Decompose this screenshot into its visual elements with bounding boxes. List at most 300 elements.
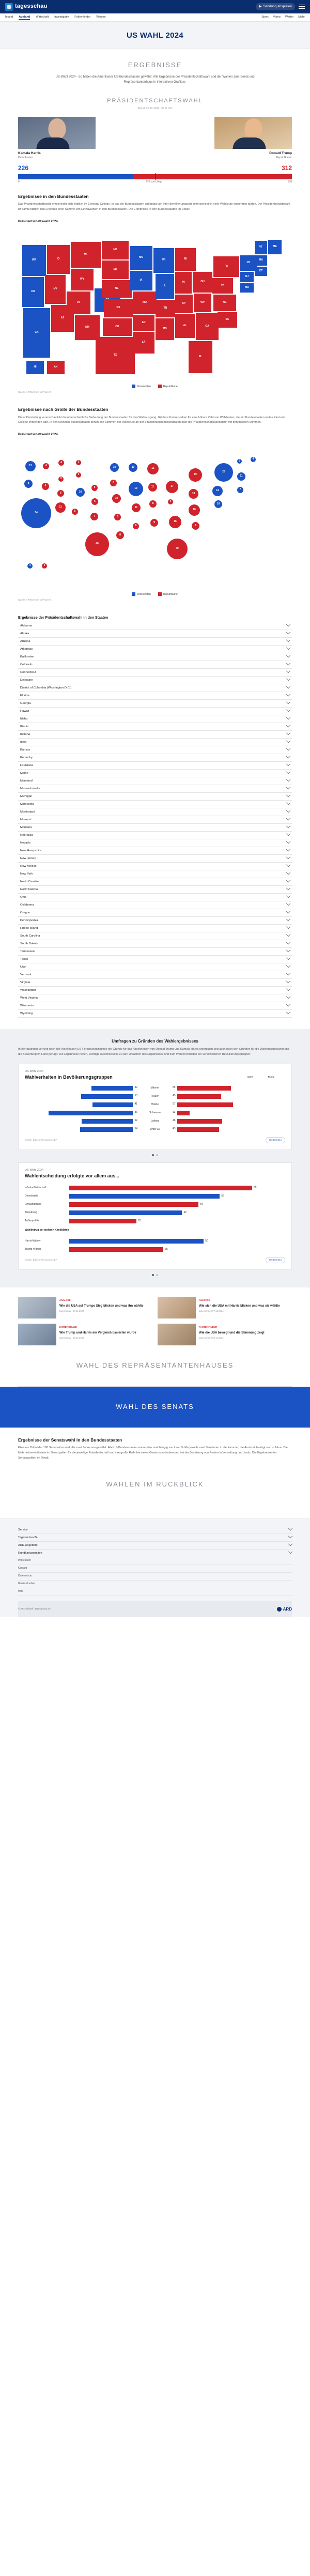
accordion-item[interactable] (18, 963, 292, 971)
accordion-item-label: Ohio (20, 895, 27, 899)
nav-item-video[interactable]: Video (273, 16, 281, 19)
nav-item-sport[interactable]: Sport (261, 16, 269, 19)
accordion-item-label: Minnesota (20, 802, 34, 806)
card-source: Quelle: Edison Research / NEP (25, 1258, 57, 1261)
bubble-mt: 4 (58, 460, 64, 466)
bar-right (171, 1119, 285, 1124)
map-state-va: VA (212, 278, 233, 294)
accordion-item-label: Georgia (20, 701, 31, 705)
accordion-item[interactable] (18, 956, 292, 963)
card-title: Wahlentscheidung erfolgte vor allem aus... (25, 1173, 119, 1179)
bar-value: 56 (221, 1194, 224, 1198)
map-state-fl: FL (189, 341, 212, 373)
accordion-item[interactable] (18, 839, 292, 847)
bar-right (171, 1111, 285, 1115)
accordion-item-label: Nebraska (20, 833, 33, 837)
states-accordion-title: Ergebnisse der Präsidentschaftswahl in den Staaten (18, 616, 109, 620)
nav-item-mehr[interactable]: Mehr (298, 16, 305, 19)
polls-section (0, 1029, 310, 1288)
state-results-title: Ergebnisse in den Bundesstaaten (18, 194, 89, 200)
chart-row (25, 1209, 285, 1216)
candidate-photo (18, 117, 96, 149)
bar-right (171, 1127, 285, 1132)
accordion-item[interactable] (18, 901, 292, 909)
teaser-kicker: ANALYSE (199, 1299, 210, 1302)
candidate-party: Demokraten (18, 156, 33, 159)
footer-link[interactable] (18, 1526, 292, 1534)
accordion-item-label: Iowa (20, 740, 27, 744)
accordion-item-label: Washington (20, 988, 36, 992)
bubble-pa: 19 (189, 468, 202, 482)
bubble-va: 13 (189, 489, 198, 499)
candidate-harris (18, 117, 96, 160)
chevron-down-icon (286, 754, 290, 758)
bar-right-value: 57 (172, 1102, 176, 1106)
map-state-in: IN (175, 272, 192, 294)
bar-left-value: 86 (134, 1110, 138, 1114)
chevron-down-icon (286, 940, 290, 944)
footer-bottom (18, 1601, 292, 1618)
bar-left-value: 41 (134, 1102, 138, 1106)
chevron-down-icon (286, 847, 290, 851)
card-title: Wahlverhalten in Bevölkerungsgruppen (25, 1075, 113, 1080)
bubble-me: 4 (251, 457, 256, 462)
map-state-wi: WI (153, 248, 174, 273)
accordion-item-label: Tennessee (20, 949, 35, 953)
bar-left-value: 53 (134, 1094, 138, 1097)
map-state-ok: OK (103, 318, 132, 336)
bubble-hi: 4 (27, 563, 33, 569)
accordion-item[interactable] (18, 669, 292, 677)
bar-track (69, 1186, 285, 1190)
play-broadcast-button[interactable] (256, 3, 295, 10)
accordion-item-label: Idaho (20, 717, 28, 720)
chart-row (25, 1093, 285, 1100)
accordion-item[interactable] (18, 770, 292, 777)
accordion-item-label: Montana (20, 825, 32, 829)
nav-item-inland[interactable]: Inland (5, 16, 13, 19)
bubble-ky: 8 (149, 500, 157, 508)
us-cartogram-map[interactable] (18, 440, 292, 590)
map-state-sd: SD (102, 260, 129, 279)
accordion-item[interactable] (18, 684, 292, 692)
accordion-item[interactable] (18, 700, 292, 708)
accordion-item-label: Utah (20, 965, 27, 969)
accordion-item-label: Arkansas (20, 647, 33, 651)
portrait-icon (241, 118, 266, 149)
accordion-item[interactable] (18, 925, 292, 932)
tick-mid: 270 zum Sieg (145, 180, 162, 183)
chevron-down-icon (288, 1542, 292, 1546)
accordion-item-label: Kentucky (20, 756, 33, 759)
brand-label: tagesschau (15, 3, 48, 10)
teaser-text (199, 1297, 280, 1318)
footer-link[interactable] (18, 1565, 292, 1573)
map-state-mn: MN (130, 246, 152, 270)
bar-left (25, 1111, 139, 1115)
tick-left: 0 (18, 180, 20, 183)
footer-link-label: Tagesschau 24 (18, 1536, 38, 1539)
teaser-text (199, 1324, 265, 1345)
accordion-item[interactable] (18, 708, 292, 715)
map-state-nv: NV (45, 275, 66, 304)
map-state-id: ID (47, 245, 70, 274)
bubble-nd: 3 (76, 460, 81, 465)
bar-left-value: 42 (134, 1085, 138, 1089)
accordion-item[interactable] (18, 948, 292, 956)
burger-menu-icon[interactable] (299, 5, 305, 9)
footer-link[interactable] (18, 1581, 292, 1588)
senate-banner (0, 1387, 310, 1428)
cartogram-caption: Präsidentschaftswahl 2024 (18, 433, 58, 437)
bubble-sc: 9 (192, 522, 199, 530)
accordion-item[interactable] (18, 801, 292, 808)
bar-left (25, 1086, 139, 1091)
accordion-item-label: Florida (20, 694, 29, 697)
accordion-item-label: Mississippi (20, 810, 35, 814)
card-source: Quelle: Edison Research / NEP (25, 1138, 57, 1141)
mini-portrait-harris (247, 1074, 265, 1080)
play-icon: ▶ (259, 5, 262, 9)
accordion-item-label: Oregon (20, 911, 30, 914)
teaser-card[interactable] (18, 1297, 152, 1318)
house-banner-title: WAHL DES REPRÄSENTANTENHAUSES (76, 1361, 234, 1370)
accordion-item[interactable] (18, 979, 292, 987)
chart-row-label: Abtreibung (25, 1211, 38, 1215)
card-kicker: US-Wahl 2024 (25, 1069, 44, 1073)
legend-dem: Demokraten (132, 385, 151, 389)
bar-left (25, 1119, 139, 1124)
bubble-ne: 5 (91, 485, 98, 491)
bubble-mo: 10 (112, 494, 121, 503)
nav-item-faktenfinder[interactable]: Faktenfinder (74, 16, 91, 19)
chevron-down-icon (286, 855, 290, 859)
chevron-down-icon (286, 723, 290, 727)
portrait-icon (44, 118, 70, 149)
chart-row (25, 1246, 285, 1253)
teaser-meta: tagesschau | 06.11.2024 (59, 1337, 84, 1340)
chart-row (25, 1218, 285, 1224)
nav-item-ausland[interactable]: Ausland (19, 15, 30, 20)
accordion-item[interactable] (18, 677, 292, 684)
bar-right (171, 1086, 285, 1091)
bubble-mn: 10 (110, 463, 119, 472)
chevron-down-icon (286, 715, 290, 719)
accordion-item[interactable] (18, 653, 292, 661)
accordion-item[interactable] (18, 870, 292, 878)
accordion-item-label: Massachusetts (20, 787, 40, 790)
bubble-ma: 11 (237, 472, 245, 481)
bubble-nm: 5 (72, 509, 78, 515)
footer-link-label: Barrierefreiheit (18, 1582, 35, 1585)
chevron-down-icon (288, 1550, 292, 1554)
teaser-title: Wie die USA bewegt und die Stimmung zeigt (199, 1331, 265, 1335)
bar-right-value: 43 (172, 1127, 176, 1130)
bubble-il: 19 (129, 482, 143, 496)
play-broadcast-label: Sendung abspielen (263, 5, 292, 9)
nav-item-investigativ[interactable]: Investigativ (54, 16, 69, 19)
teaser-card[interactable] (158, 1324, 292, 1345)
footer-link-label: Rundfunkanstalten (18, 1551, 42, 1555)
chart-row-label: Schwarze (149, 1111, 161, 1114)
share-button[interactable]: Weiterleiten (266, 1137, 285, 1144)
bubble-nj: 14 (212, 486, 223, 496)
accordion-item[interactable] (18, 777, 292, 785)
chevron-down-icon (286, 739, 290, 743)
chevron-down-icon (286, 1010, 290, 1014)
bubble-or: 8 (24, 480, 33, 488)
footer-link-label: ARD-Angebote (18, 1543, 38, 1547)
teaser-thumbnail (158, 1324, 196, 1345)
chevron-down-icon (286, 863, 290, 867)
chart-row-label: Männer (150, 1086, 160, 1090)
chevron-down-icon (286, 963, 290, 968)
teaser-meta: tagesschau | 07.11.2024 (199, 1310, 224, 1313)
candidate-row (18, 114, 292, 162)
size-results-text: Diese Darstellung veranschaulicht die unterschiedliche Bedeutung der Bundesstaaten für den Wahlausgang. Größere Kreise stehen für eine höhere Zahl von Wahlleuten, die ein Bundesstaaten in das Electoral College entsenden darf. In den kleinsten Bundesstaaten gehen alle Stimmen der Wahlleute an den Präsidentschaftskandidaten oder die Präsidentschaftskandidatin mit den meisten Stimmen. (18, 416, 285, 424)
accordion-item-label: Pennsylvania (20, 918, 38, 922)
map-state-ga: GA (196, 313, 219, 340)
accordion-item[interactable] (18, 994, 292, 1002)
accordion-item[interactable] (18, 754, 292, 762)
chart-row (25, 1110, 285, 1116)
bar-track (69, 1202, 285, 1207)
bubble-fl: 30 (167, 539, 188, 559)
polls-intro-wrap (18, 1038, 292, 1057)
card-footer (25, 1257, 285, 1264)
accordion-item[interactable] (18, 832, 292, 839)
footer-link-label: Datenschutz (18, 1574, 33, 1577)
states-accordion (18, 622, 292, 1018)
teaser-thumbnail (18, 1324, 56, 1345)
bubble-az: 11 (55, 502, 66, 513)
bubble-co: 10 (76, 488, 85, 497)
accordion-item-label: Kalifornien (20, 655, 35, 658)
accordion-item[interactable] (18, 932, 292, 940)
accordion-item[interactable] (18, 894, 292, 901)
accordion-item[interactable] (18, 622, 292, 630)
map-source: Quelle: AP/Stimmen in Prozent (18, 390, 51, 393)
accordion-item[interactable] (18, 793, 292, 801)
accordion-item-label: Illinois (20, 725, 29, 728)
top-bar (0, 0, 310, 13)
presidential-timestamp: Stand: 20.11.2024, 08:11 Uhr (137, 106, 173, 110)
retro-banner-title: WAHLEN IM RÜCKBLICK (106, 1480, 204, 1488)
nav-item-wissen[interactable]: Wissen (96, 16, 106, 19)
bubble-mi: 15 (147, 463, 159, 474)
accordion-item[interactable] (18, 816, 292, 824)
logo[interactable] (5, 3, 48, 11)
accordion-item[interactable] (18, 824, 292, 832)
accordion-item-label: Louisiana (20, 763, 33, 767)
footer-link[interactable] (18, 1542, 292, 1550)
legend-dem: Demokraten (132, 592, 151, 596)
senate-section (18, 1428, 292, 1464)
accordion-item-label: Vermont (20, 973, 32, 976)
accordion-item[interactable] (18, 971, 292, 979)
accordion-item[interactable] (18, 1002, 292, 1010)
senate-text: Etwa ein Drittel der 100 Senatssitze wird alle zwei Jahre neu gewählt. Alle US-Bundesstaaten entsenden unabhängig von ihrer Größe jeweils zwei Senatoren in die Kammer, die Amtszeit beträgt sechs Jahre. Die Mehrheitsverhältnisse im Senat gelten für die jeweilige Präsidentschaft und ihre große Rolle bei vielen Gesetzesvorhaben und bei der Besetzung von Posten in Verwaltung und Justiz. Die Ergebnisse der Senatswahlen im Detail: (18, 1446, 288, 1460)
bubble-id: 4 (43, 463, 49, 469)
page-title-band (0, 22, 310, 49)
accordion-item-label: Nevada (20, 841, 30, 845)
map-state-sc: SC (218, 312, 237, 328)
bar-track (69, 1219, 285, 1223)
card-kicker: US-Wahl 2024 (25, 1169, 44, 1172)
accordion-item[interactable] (18, 847, 292, 855)
accordion-item-label: Maine (20, 771, 28, 775)
carousel-dots[interactable] (0, 1154, 310, 1156)
bar-left (25, 1102, 139, 1107)
share-button[interactable]: Weiterleiten (266, 1257, 285, 1264)
bar-right (171, 1102, 285, 1107)
teaser-title: Wie sich die USA mit Harris blicken und was sie wählte (199, 1304, 280, 1308)
accordion-item[interactable] (18, 646, 292, 653)
accordion-item-label: Michigan (20, 794, 33, 798)
accordion-item[interactable] (18, 987, 292, 994)
accordion-item[interactable] (18, 739, 292, 746)
chart-row-label: Latinos (150, 1119, 160, 1123)
carousel-dots-2[interactable] (0, 1274, 310, 1276)
map-legend (18, 385, 292, 389)
map-state-la: LA (133, 332, 154, 354)
bubble-tn: 11 (132, 503, 141, 512)
bubble-md: 10 (214, 500, 222, 508)
map-state-me: ME (268, 240, 282, 254)
footer-link[interactable] (18, 1588, 292, 1596)
chart-row (25, 1193, 285, 1200)
teaser-meta: tagesschau | 06.11.2024 (199, 1337, 224, 1340)
accordion-item-label: Maryland (20, 779, 33, 783)
results-header (0, 49, 310, 90)
chevron-down-icon (286, 770, 290, 774)
presidential-section (18, 90, 292, 1018)
us-state-map[interactable] (18, 227, 292, 382)
chevron-down-icon (286, 948, 290, 952)
nav-item-wetter[interactable]: Wetter (285, 16, 294, 19)
chart-group-label: Wahlbetrug bei anderen Kandidaten (25, 1229, 69, 1232)
accordion-item[interactable] (18, 808, 292, 816)
legend-rep: Republikaner (158, 592, 178, 596)
accordion-item[interactable] (18, 723, 292, 731)
chevron-down-icon (286, 630, 290, 634)
chevron-down-icon (286, 638, 290, 642)
accordion-item[interactable] (18, 661, 292, 669)
chart-row-label: Einwanderung (25, 1203, 41, 1206)
accordion-item-label: Colorado (20, 663, 33, 666)
chart-row-label: Inflation/Wirtschaft (25, 1186, 47, 1190)
teaser-card[interactable] (18, 1324, 152, 1345)
chart-row (25, 1101, 285, 1108)
accordion-item[interactable] (18, 715, 292, 723)
chevron-down-icon (286, 801, 290, 805)
motivation-chart-2 (25, 1238, 285, 1253)
chevron-down-icon (286, 878, 290, 882)
accordion-item[interactable] (18, 1010, 292, 1018)
senate-block (18, 1428, 292, 1464)
harris-ev-count: 226 (18, 164, 29, 172)
bubble-nv: 6 (42, 483, 49, 490)
bubble-ks: 6 (91, 498, 98, 505)
accordion-item[interactable] (18, 692, 292, 700)
chart-row-label: Trump-Wähler (25, 1247, 41, 1251)
accordion-item[interactable] (18, 863, 292, 870)
candidate-trump (214, 117, 292, 160)
chevron-down-icon (286, 832, 290, 836)
teaser-thumbnail (158, 1297, 196, 1318)
accordion-item[interactable] (18, 886, 292, 894)
bubble-ar: 6 (114, 514, 121, 520)
accordion-item[interactable] (18, 940, 292, 948)
chevron-down-icon (286, 677, 290, 681)
bubble-wa: 12 (25, 461, 36, 471)
footer-link[interactable] (18, 1573, 292, 1581)
results-heading: ERGEBNISSE (128, 60, 182, 69)
bubble-ia: 6 (110, 480, 117, 486)
footer-link[interactable] (18, 1534, 292, 1542)
teaser-card[interactable] (158, 1297, 292, 1318)
accordion-item[interactable] (18, 878, 292, 886)
chevron-down-icon (286, 708, 290, 712)
map-state-vt: VT (255, 241, 267, 254)
nav-item-wirtschaft[interactable]: Wirtschaft (36, 16, 49, 19)
map-state-nm: NM (75, 315, 100, 340)
map-state-or: OR (22, 277, 44, 307)
chevron-down-icon (286, 894, 290, 898)
chevron-down-icon (286, 839, 290, 844)
bar-track (69, 1210, 285, 1215)
footer-link[interactable] (18, 1550, 292, 1557)
accordion-item[interactable] (18, 909, 292, 917)
map-state-ak: AK (47, 361, 65, 374)
chart-row-label: Frauen (151, 1094, 159, 1098)
chevron-down-icon (286, 901, 290, 906)
electoral-vote-bar (18, 174, 292, 179)
accordion-item[interactable] (18, 731, 292, 739)
bubble-ga: 16 (169, 516, 181, 528)
chart-row (25, 1126, 285, 1133)
map-state-wa: WA (22, 245, 46, 276)
senate-title: Ergebnisse der Senatswahl in den Bundesstaaten (18, 1437, 122, 1443)
bubble-ok: 7 (90, 513, 98, 520)
bar-value: 25 (138, 1219, 141, 1223)
bar-value: 48 (199, 1203, 203, 1206)
mini-portrait-label: Trump (268, 1076, 275, 1079)
map-state-mi: MI (175, 248, 196, 271)
accordion-item[interactable] (18, 630, 292, 638)
size-results-block (18, 397, 292, 605)
teaser-thumbnail (18, 1297, 56, 1318)
footer-link[interactable] (18, 1557, 292, 1565)
accordion-item[interactable] (18, 746, 292, 754)
accordion-item[interactable] (18, 917, 292, 925)
map-state-il: IL (156, 274, 174, 299)
accordion-item[interactable] (18, 855, 292, 863)
accordion-item[interactable] (18, 762, 292, 770)
accordion-item[interactable] (18, 638, 292, 646)
map-state-tx: TX (96, 337, 135, 374)
accordion-item[interactable] (18, 785, 292, 793)
chevron-down-icon (286, 886, 290, 890)
senate-banner-title: WAHL DES SENATS (116, 1403, 194, 1411)
chevron-down-icon (286, 956, 290, 960)
chart-row (25, 1118, 285, 1125)
bubble-ny: 28 (214, 463, 233, 482)
map-state-ky: KY (175, 295, 193, 313)
bubble-ut: 6 (57, 490, 64, 497)
main-nav (0, 13, 310, 22)
poll-card-demographics (18, 1064, 292, 1150)
